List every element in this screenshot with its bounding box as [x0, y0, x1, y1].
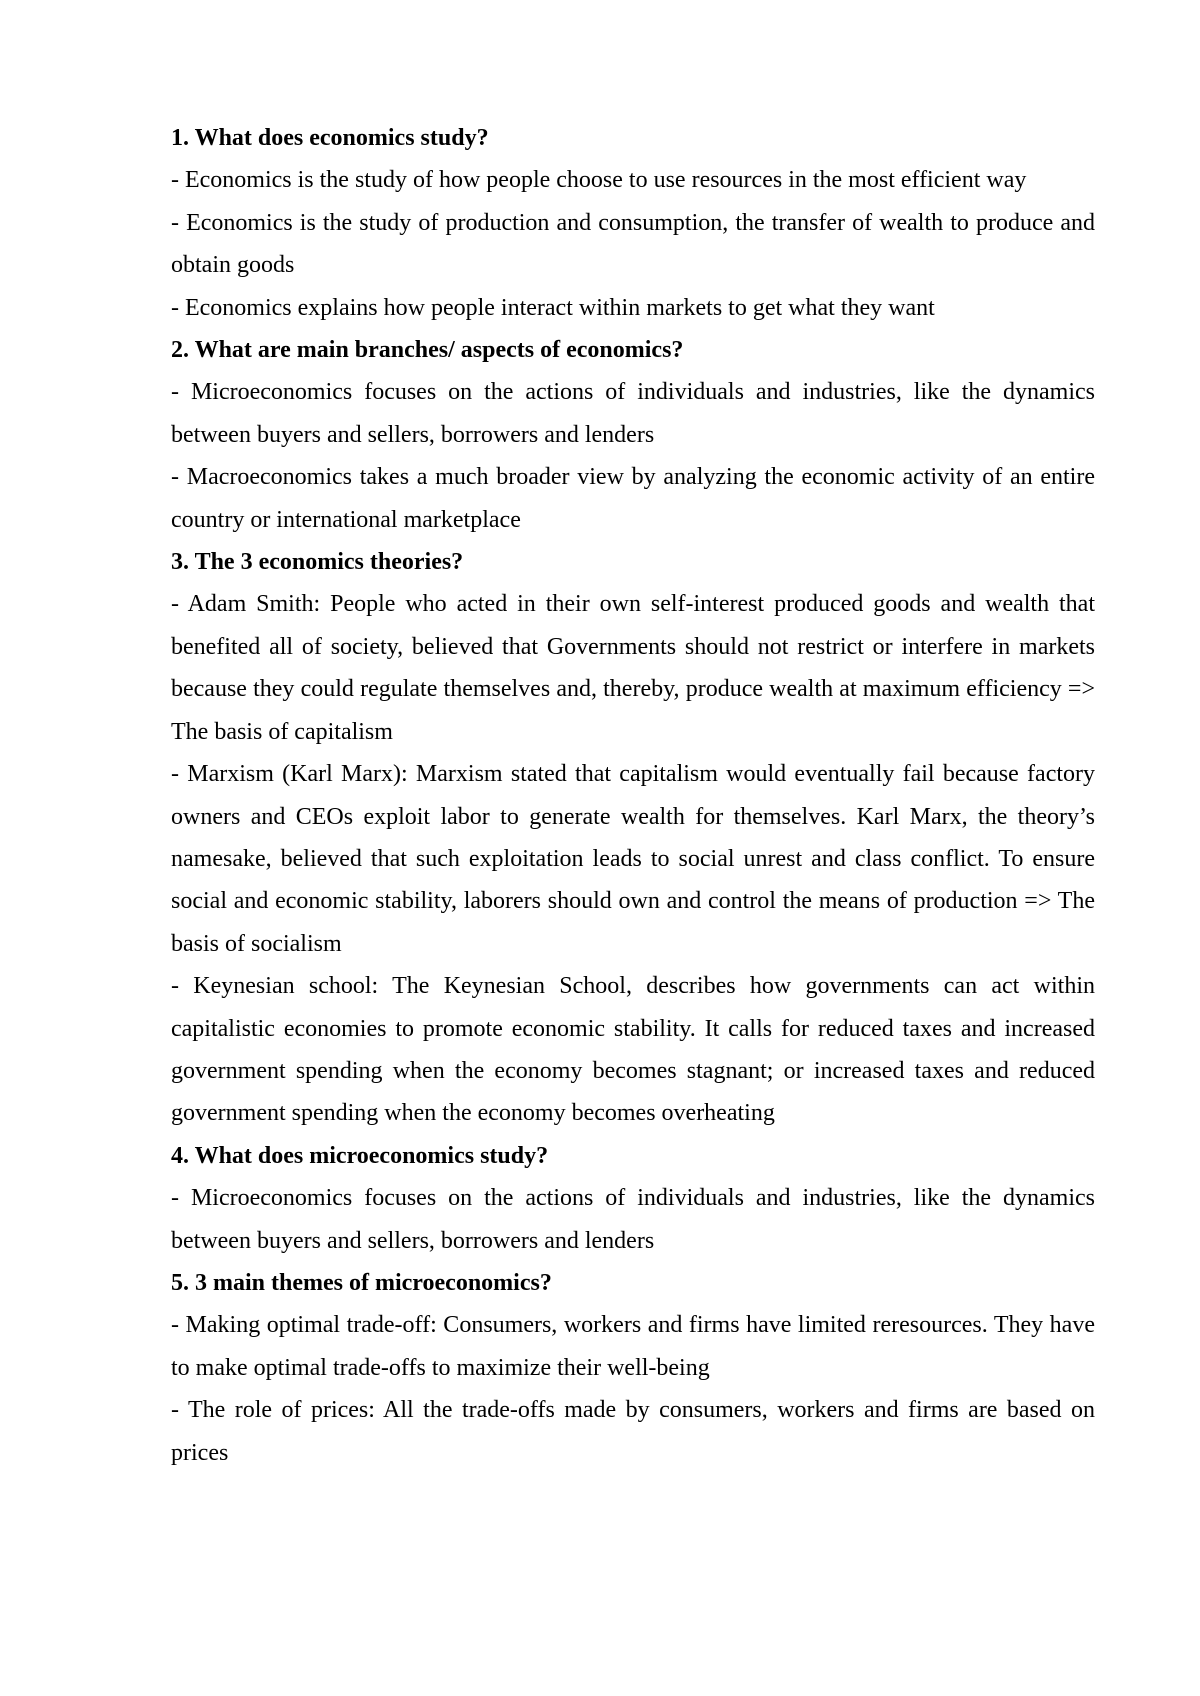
section-2-question: 2. What are main branches/ aspects of economics? [171, 337, 684, 364]
section-4-question: 4. What does microeconomics study? [171, 1142, 549, 1169]
section-5-answer-1: - Making optimal trade-off: Consumers, workers and firms have limited reresources. They have to make optimal trade-offs to maximize their well-being [171, 1312, 1095, 1381]
section-4-answer-1: - Microeconomics focuses on the actions of individuals and industries, like the dynamics between buyers and sellers, borrowers and lenders [171, 1185, 1095, 1254]
section-1-question: 1. What does economics study? [171, 125, 489, 151]
section-1-answer-3: - Economics explains how people interact within markets to get what they want [171, 294, 935, 321]
section-3-question: 3. The 3 economics theories? [171, 549, 464, 576]
document-page [171, 117, 1095, 1474]
section-3-answer-1: - Adam Smith: People who acted in their own self-interest produced goods and wealth that benefited all of society, believed that Governments should not restrict or interfere in markets because they could regulate themselves and, thereby, produce wealth at maximum efficiency => The basis of capitalism [171, 591, 1095, 745]
section-1-answer-1: - Economics is the study of how people choose to use resources in the most efficient way [171, 167, 1027, 194]
section-1-answer-2: - Economics is the study of production and consumption, the transfer of wealth to produce and obtain goods [171, 209, 1095, 279]
section-5-answer-2: - The role of prices: All the trade-offs made by consumers, workers and firms are based on prices [171, 1397, 1095, 1466]
section-2-answer-1: - Microeconomics focuses on the actions of individuals and industries, like the dynamics between buyers and sellers, borrowers and lenders [171, 379, 1095, 448]
section-5-question: 5. 3 main themes of microeconomics? [171, 1269, 552, 1296]
section-2-answer-2: - Macroeconomics takes a much broader view by analyzing the economic activity of an entire country or international marketplace [171, 464, 1095, 533]
section-3-answer-2: - Marxism (Karl Marx): Marxism stated that capitalism would eventually fail because factory owners and CEOs exploit labor to generate wealth for themselves. Karl Marx, the theory’s namesake, believed that such exploitation leads to social unrest and class conflict. To ensure social and economic stability, laborers should own and control the means of production => The basis of socialism [171, 761, 1095, 957]
section-3-answer-3: - Keynesian school: The Keynesian School, describes how governments can act within capitalistic economies to promote economic stability. It calls for reduced taxes and increased government spending when the economy becomes stagnant; or increased taxes and reduced government spending when the economy becomes overheating [171, 973, 1095, 1127]
